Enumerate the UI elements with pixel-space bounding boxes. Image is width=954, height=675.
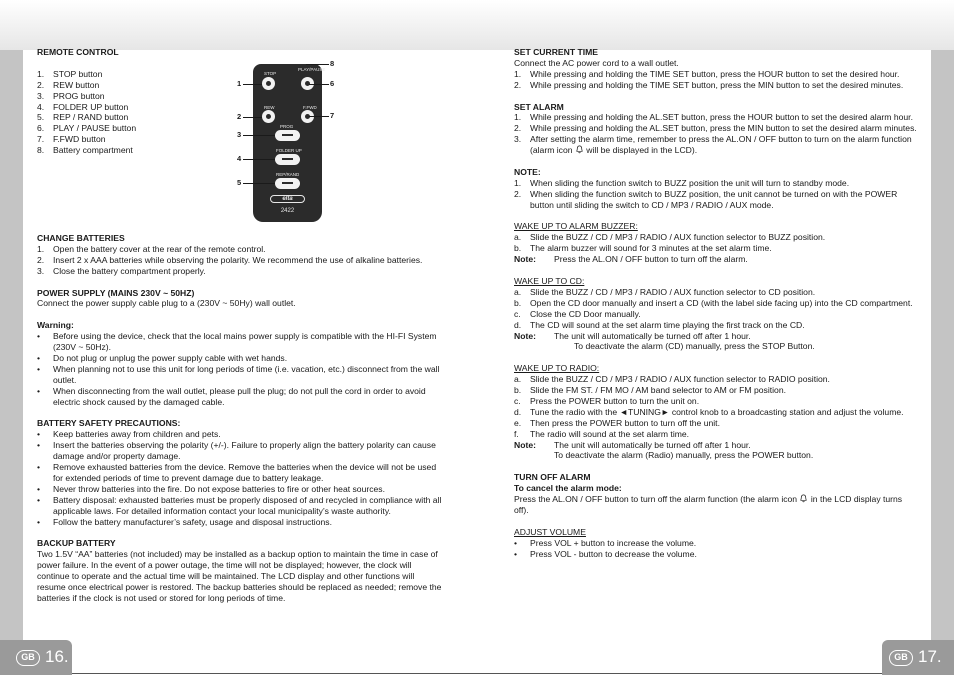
folder-up-button <box>275 154 300 165</box>
list-item: c. Close the CD Door manually. <box>514 308 641 319</box>
language-badge: GB <box>16 650 40 666</box>
list-item: • Insert the batteries observing the polarity (+/-). Failure to properly align the battery polarity can cause damage and/or property damage. <box>37 440 436 462</box>
note-continuation: To deactivate the alarm (Radio) manually, press the POWER button. <box>554 450 814 461</box>
section-heading: Warning: <box>37 320 74 331</box>
list-item: d. The CD will sound at the set alarm time playing the first track on the CD. <box>514 319 805 330</box>
buzzer-steps-list <box>514 232 918 254</box>
alarm-steps-list <box>514 112 918 134</box>
battery-steps-list <box>37 244 442 277</box>
callout-number: 6 <box>330 79 335 88</box>
sub-heading: To cancel the alarm mode: <box>514 483 622 494</box>
list-item: a. Slide the BUZZ / CD / MP3 / RADIO / AUX function selector to CD position. <box>514 286 816 297</box>
remote-label: STOP <box>264 71 277 76</box>
right-margin-bar <box>931 50 954 675</box>
power-text: Connect the power supply cable plug to a (230V ~ 50Hy) wall outlet. <box>37 298 296 309</box>
list-item: 8. Battery compartment <box>37 145 133 156</box>
section-heading: WAKE UP TO RADIO: <box>514 363 600 374</box>
list-item: • Never throw batteries into the fire. Do not expose batteries to fire or other heat sources. <box>37 483 385 494</box>
list-item: • Follow the battery manufacturer’s safety, usage and disposal instructions. <box>37 516 332 527</box>
list-item: c. Press the POWER button to turn the unit on. <box>514 395 700 406</box>
list-item: b. The alarm buzzer will sound for 3 minutes at the set alarm time. <box>514 243 772 254</box>
list-item: 1. While pressing and holding the AL.SET button, press the HOUR button to set the desired alarm hour. <box>514 112 913 123</box>
page-number: 16. <box>45 647 69 666</box>
rew-button <box>262 110 275 123</box>
list-item: 1. While pressing and holding the TIME SET button, press the HOUR button to set the desired hour. <box>514 68 900 79</box>
right-page-body <box>514 47 918 559</box>
list-item: b. Slide the FM ST. / FM MO / AM band selector to AM or FM position. <box>514 385 786 396</box>
section-heading: TURN OFF ALARM <box>514 472 591 483</box>
section-heading: SET ALARM <box>514 101 564 112</box>
section-heading: WAKE UP TO CD: <box>514 275 585 286</box>
safety-list <box>37 429 442 527</box>
brand-logo: elta <box>270 195 305 203</box>
list-item: d. Tune the radio with the ◄TUNING► control knob to a broadcasting station and adjust the volume. <box>514 406 904 417</box>
model-number: 2422 <box>280 208 295 214</box>
section-heading: REMOTE CONTROL <box>37 47 119 57</box>
list-item: f. The radio will sound at the set alarm time. <box>514 428 690 439</box>
remote-label: PLAY/PAUSE <box>298 67 326 72</box>
section-heading: POWER SUPPLY (MAINS 230V ~ 50HZ) <box>37 287 195 298</box>
bell-icon <box>575 145 584 154</box>
rep-rand-button <box>275 178 300 189</box>
page-footer-left <box>0 640 72 675</box>
time-intro: Connect the AC power cord to a wall outlet. <box>514 57 679 68</box>
callout-number: 1 <box>237 79 242 88</box>
list-item: • Before using the device, check that the local mains power supply is compatible with the HI-FI System (230V ~ 50Hz). <box>37 331 437 353</box>
off-text: Press the AL.ON / OFF button to turn off the alarm function (the alarm icon in the LCD display turns off). <box>514 494 903 515</box>
note-list <box>514 178 918 211</box>
callout-number: 7 <box>330 111 335 120</box>
footer-rule <box>72 673 882 674</box>
section-heading: WAKE UP TO ALARM BUZZER: <box>514 221 638 232</box>
page-footer-right <box>882 640 954 675</box>
list-item: 1. STOP button <box>37 68 103 79</box>
list-item: • When planning not to use this unit for long periods of time (i.e. vacation, etc.) disconnect from the wall outlet. <box>37 363 440 385</box>
note-row: Note: Press the AL.ON / OFF button to turn off the alarm. <box>514 254 748 265</box>
page-number: 17. <box>918 647 942 666</box>
section-heading: ADJUST VOLUME <box>514 526 586 537</box>
callout-number: 3 <box>237 130 242 139</box>
prog-button <box>275 130 300 141</box>
remote-label: REP/RAND <box>276 172 300 177</box>
section-heading: SET CURRENT TIME <box>514 47 599 57</box>
callout-number: 2 <box>237 112 242 121</box>
list-item: 5. REP / RAND button <box>37 112 129 123</box>
list-item: • Keep batteries away from children and pets. <box>37 429 221 440</box>
top-header-bar <box>0 0 954 50</box>
list-item: 2. When sliding the function switch to BUZZ position, the unit cannot be turned on with the POWER button until sliding the switch to CD / MP3 / RADIO / AUX mode. <box>514 188 898 210</box>
list-item: 4. FOLDER UP button <box>37 101 129 112</box>
time-steps-list <box>514 69 918 91</box>
list-item: • Remove exhausted batteries from the device. Remove the batteries when the device will not be used for extended periods of time to prevent damage due to battery leakage. <box>37 461 437 483</box>
section-heading: NOTE: <box>514 166 541 177</box>
note-row: Note: The unit will automatically be turned off after 1 hour. <box>514 439 751 450</box>
list-item: • Press VOL - button to decrease the volume. <box>514 548 697 559</box>
language-badge: GB <box>889 650 913 666</box>
note-continuation: To deactivate the alarm (CD) manually, press the STOP Button. <box>574 341 815 352</box>
callout-number: 5 <box>237 178 242 187</box>
section-heading: BATTERY SAFETY PRECAUTIONS: <box>37 418 181 429</box>
section-heading: BACKUP BATTERY <box>37 538 116 549</box>
bell-icon <box>799 494 808 503</box>
list-item: a. Slide the BUZZ / CD / MP3 / RADIO / AUX function selector to RADIO position. <box>514 374 830 385</box>
remote-label: REW <box>264 105 275 110</box>
remote-body <box>253 64 326 222</box>
left-margin-bar <box>0 50 23 675</box>
section-heading: CHANGE BATTERIES <box>37 233 125 243</box>
volume-list <box>514 538 918 560</box>
list-item: • Battery disposal: exhausted batteries must be properly disposed of and recycled in compliance with all applicable laws. For detailed information contact your local municipality’s waste authority. <box>37 494 442 516</box>
list-item: 6. PLAY / PAUSE button <box>37 123 137 134</box>
list-item: 1. When sliding the function switch to BUZZ position the unit will turn to standby mode. <box>514 177 850 188</box>
list-item: e. Then press the POWER button to turn off the unit. <box>514 417 720 428</box>
callout-number: 4 <box>237 154 242 163</box>
list-item: b. Open the CD door manually and insert a CD (with the label side facing up) into the CD compartment. <box>514 297 913 308</box>
list-item: 2. REW button <box>37 79 100 90</box>
remote-label: F.FWD <box>303 105 317 110</box>
remote-control-section <box>37 47 252 156</box>
list-item: 3. Close the battery compartment properly. <box>37 265 206 276</box>
left-page-body <box>37 233 442 604</box>
warning-list <box>37 331 442 407</box>
radio-steps-list <box>514 374 918 439</box>
list-item: a. Slide the BUZZ / CD / MP3 / RADIO / AUX function selector to BUZZ position. <box>514 232 826 243</box>
list-item: 7. F.FWD button <box>37 134 106 145</box>
callout-number: 8 <box>330 59 335 68</box>
list-item: • Do not plug or unplug the power supply cable with wet hands. <box>37 352 288 363</box>
list-item: 2. While pressing and holding the TIME SET button, press the MIN button to set the desired minutes. <box>514 79 904 90</box>
remote-parts-list <box>37 69 252 156</box>
list-item: • Press VOL + button to increase the volume. <box>514 537 697 548</box>
list-item: 2. Insert 2 x AAA batteries while observing the polarity. We recommend the use of alkaline batteries. <box>37 254 423 265</box>
note-row: Note: The unit will automatically be turned off after 1 hour. <box>514 330 751 341</box>
remote-label: FOLDER UP <box>276 148 302 153</box>
backup-text: Two 1.5V “AA” batteries (not included) may be installed as a backup option to maintain the time in case of power failure. In the event of a power outage, the time will not be displayed; however, the clock will continue to operate and the actual time will be maintained. The LCD display and other functions will resume once electrical power is restored. The backup batteries should be replaced as needed; remove the batteries if the clock is not used or stored for long periods of time. <box>37 549 442 603</box>
cd-steps-list <box>514 287 918 331</box>
list-item: 2. While pressing and holding the AL.SET button, press the MIN button to set the desired alarm minutes. <box>514 123 917 134</box>
list-item: • When disconnecting from the wall outlet, please pull the plug; do not pull the cord in order to avoid electric shock caused by the damaged cable. <box>37 385 426 407</box>
list-item: 3. After setting the alarm time, remember to press the AL.ON / OFF button to turn on the alarm function (alarm icon will be displayed in the LCD). <box>514 134 912 156</box>
list-item: 3. PROG button <box>37 90 105 101</box>
remote-label: PROG <box>280 124 294 129</box>
list-item: 1. Open the battery cover at the rear of the remote control. <box>37 243 266 254</box>
stop-button <box>262 77 275 90</box>
